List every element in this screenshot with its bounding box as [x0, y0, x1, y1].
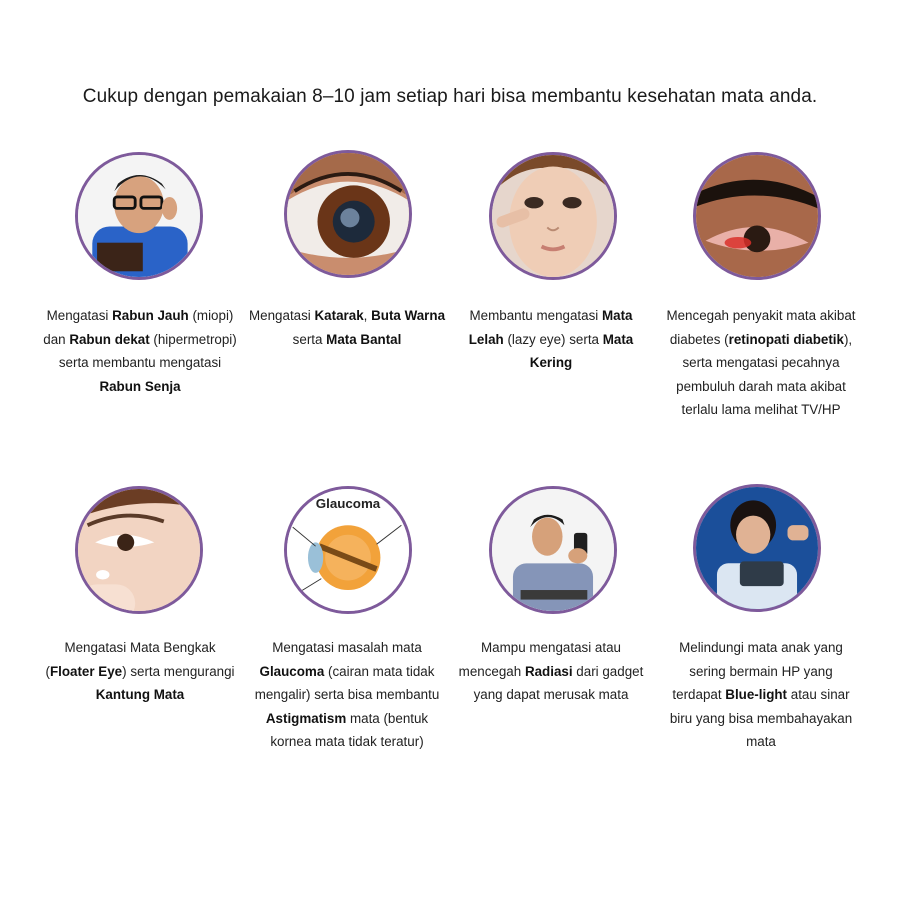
caption-text: mata (bentuk kornea mata tidak teratur): [270, 710, 429, 749]
caption-text: atau sinar biru yang bisa membahayakan mata: [669, 687, 853, 749]
caption-bold-term: Astigmatism: [265, 710, 347, 726]
caption-text: (cairan mata tidak mengalir) serta bisa membantu: [254, 663, 440, 702]
caption-bold-term: Mata Kering: [529, 331, 634, 370]
caption-5: [42, 636, 238, 707]
caption-6: [249, 636, 445, 754]
caption-bold-term: Katarak: [314, 308, 364, 323]
red-eye-image: [693, 152, 821, 280]
caption-bold-term: Blue-light: [725, 687, 788, 702]
caption-bold-term: Floater Eye: [49, 663, 123, 679]
caption-text: Mengatasi: [249, 308, 315, 323]
page-headline: Cukup dengan pemakaian 8–10 jam setiap hari bisa membantu kesehatan mata anda.: [82, 86, 818, 107]
caption-1: [42, 304, 238, 398]
caption-text: ,: [363, 308, 372, 323]
caption-bold-term: Glaucoma: [259, 663, 325, 679]
caption-bold-term: retinopati diabetik: [728, 331, 844, 347]
caption-bold-term: Kantung Mata: [95, 687, 185, 702]
caption-text: Membantu mengatasi: [469, 308, 602, 323]
caption-bold-term: Rabun Senja: [99, 378, 181, 394]
caption-text: ), serta mengatasi pecahnya pembuluh darah mata akibat terlalu lama melihat TV/HP: [676, 331, 853, 417]
glaucoma-diagram-label: Glaucoma: [315, 496, 381, 512]
caption-2: [249, 304, 445, 351]
cataract-eye-image: [284, 150, 412, 278]
caption-text: dari gadget yang dapat merusak mata: [473, 663, 644, 702]
caption-bold-term: Mata Bantal: [326, 331, 402, 347]
glaucoma-diagram-image: [284, 486, 412, 614]
caption-bold-term: Buta Warna: [371, 308, 446, 323]
caption-3: [453, 304, 649, 375]
caption-4: [663, 304, 859, 422]
caption-8: [663, 636, 859, 754]
caption-bold-term: Mata Lelah: [468, 308, 633, 347]
caption-text: Mengatasi Mata Bengkak (: [45, 640, 216, 679]
caption-text: Mencegah penyakit mata akibat diabetes (: [666, 308, 856, 347]
caption-text: ) serta mengurangi: [122, 663, 235, 679]
caption-text: serta: [292, 331, 327, 347]
caption-text: (lazy eye) serta: [503, 331, 603, 347]
man-phone-image: [489, 486, 617, 614]
caption-text: Mengatasi masalah mata: [272, 640, 422, 655]
caption-text: (hipermetropi) serta membantu mengatasi: [58, 331, 237, 370]
caption-text: Mengatasi: [46, 308, 113, 323]
caption-text: Melindungi mata anak yang sering bermain HP yang terdapat: [672, 640, 843, 702]
caption-bold-term: Rabun dekat: [69, 331, 150, 347]
caption-7: [453, 636, 649, 707]
caption-bold-term: Rabun Jauh: [112, 308, 189, 323]
puffy-eye-image: [75, 486, 203, 614]
caption-text: Mampu mengatasi atau mencegah: [458, 640, 621, 679]
woman-tired-eye-image: [489, 152, 617, 280]
man-reading-glasses-image: [75, 152, 203, 280]
caption-bold-term: Radiasi: [524, 663, 573, 679]
caption-text: (miopi) dan: [43, 308, 234, 347]
child-phone-image: [693, 484, 821, 612]
